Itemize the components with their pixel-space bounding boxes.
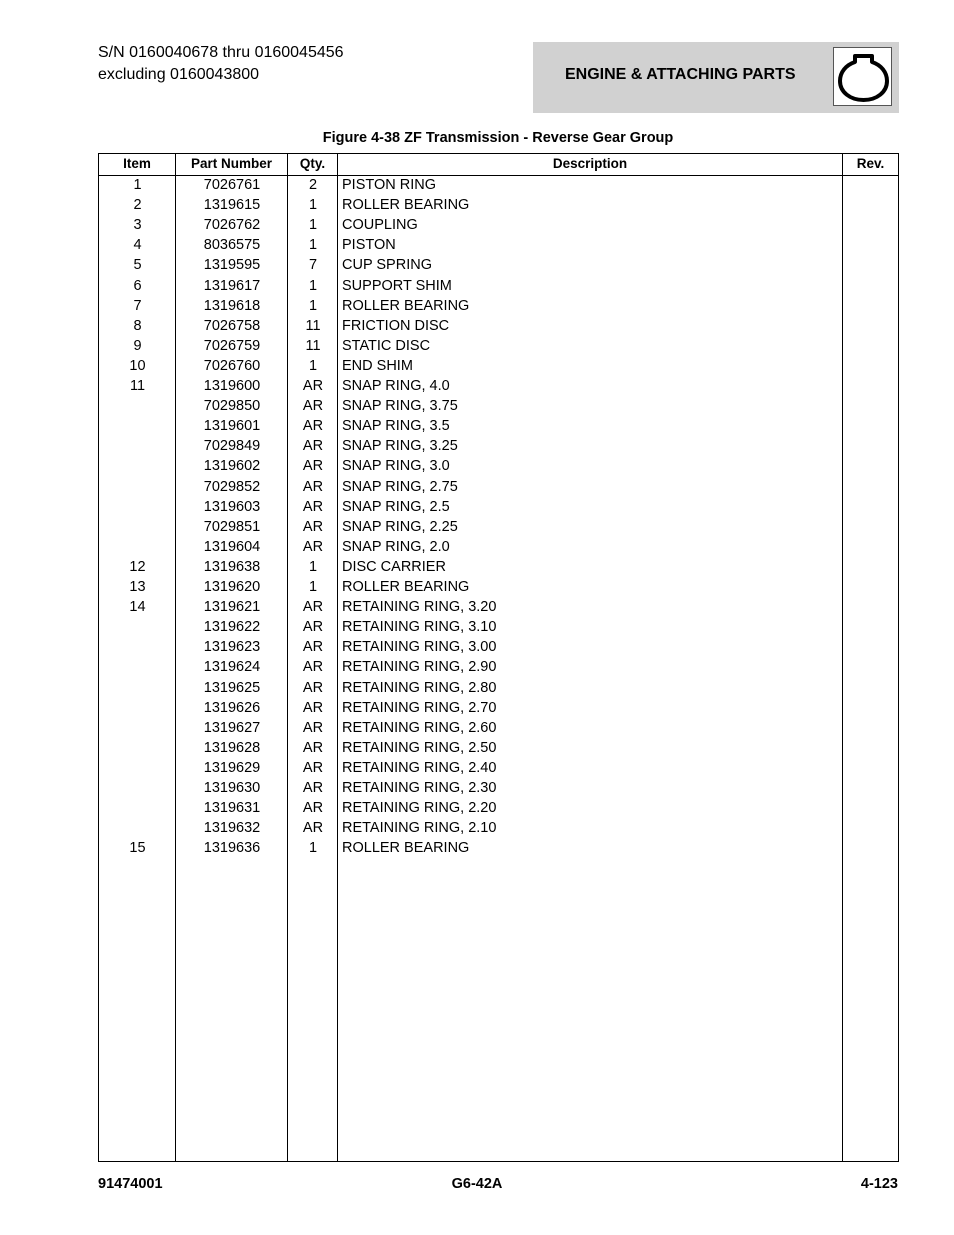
row-qty: AR	[302, 518, 324, 535]
table-row	[99, 557, 898, 577]
row-part-number: 1319615	[203, 197, 261, 214]
row-part-number: 1319631	[203, 800, 261, 817]
row-item: 2	[133, 197, 142, 214]
table-row	[99, 678, 898, 698]
row-description: CUP SPRING	[342, 257, 432, 274]
row-description: SNAP RING, 3.5	[342, 418, 450, 435]
table-row	[99, 276, 898, 296]
row-item: 14	[129, 599, 146, 616]
row-description: SNAP RING, 2.0	[342, 538, 450, 555]
section-title: ENGINE & ATTACHING PARTS	[565, 66, 796, 83]
row-part-number: 1319636	[203, 840, 261, 857]
row-description: ROLLER BEARING	[342, 579, 470, 595]
row-qty: 2	[308, 177, 318, 193]
row-part-number: 7029849	[203, 438, 261, 455]
row-qty: 11	[305, 337, 321, 354]
row-part-number: 1319629	[203, 759, 261, 776]
row-description: STATIC DISC	[342, 337, 431, 354]
row-qty: 7	[308, 257, 318, 274]
row-description: RETAINING RING, 2.20	[342, 800, 497, 817]
row-part-number: 7029852	[203, 478, 261, 495]
row-item: 1	[133, 177, 142, 193]
row-description: ROLLER BEARING	[342, 197, 470, 214]
row-qty: AR	[302, 619, 324, 636]
row-part-number: 1319628	[203, 739, 261, 756]
row-qty: 1	[308, 357, 318, 374]
row-part-number: 1319595	[203, 257, 261, 274]
row-qty: 1	[308, 558, 318, 575]
row-qty: 1	[308, 277, 318, 294]
row-qty: AR	[302, 719, 324, 736]
row-description: RETAINING RING, 3.00	[342, 639, 497, 656]
column-header-description: Description	[552, 156, 628, 171]
row-qty: 1	[308, 217, 318, 234]
row-part-number: 1319630	[203, 780, 261, 796]
table-row	[99, 336, 898, 356]
column-header-item: Item	[123, 156, 151, 171]
row-qty: AR	[302, 478, 324, 495]
row-qty: 1	[308, 840, 318, 857]
table-row	[99, 436, 898, 456]
row-description: SNAP RING, 2.75	[342, 478, 458, 495]
row-part-number: 1319626	[203, 699, 261, 716]
row-description: PISTON	[342, 237, 396, 254]
row-description: ROLLER BEARING	[342, 297, 470, 314]
table-row	[99, 396, 898, 416]
row-item: 9	[133, 337, 142, 354]
row-description: SNAP RING, 3.25	[342, 438, 458, 455]
page-number: 4-123	[860, 1176, 898, 1192]
table-row	[99, 617, 898, 637]
serial-range	[98, 42, 344, 86]
row-qty: 1	[308, 297, 318, 314]
row-item: 13	[129, 579, 146, 595]
row-item: 8	[133, 317, 142, 334]
section-header	[533, 42, 899, 113]
row-qty: AR	[302, 498, 324, 515]
row-part-number: 7029851	[203, 518, 261, 535]
table-row	[99, 818, 898, 838]
row-part-number: 1319625	[203, 679, 261, 696]
table-row	[99, 738, 898, 758]
row-description: SNAP RING, 2.5	[342, 498, 450, 515]
row-item: 12	[129, 558, 146, 575]
table-row	[99, 497, 898, 517]
table-row	[99, 517, 898, 537]
row-part-number: 1319624	[203, 659, 261, 676]
column-header-qty: Qty.	[299, 156, 326, 171]
row-part-number: 7029850	[203, 398, 261, 415]
table-row	[99, 778, 898, 798]
row-item: 11	[129, 378, 146, 394]
table-row	[99, 838, 898, 858]
row-item: 6	[133, 277, 142, 294]
column-header-rev: Rev.	[856, 156, 885, 171]
row-qty: 1	[308, 197, 318, 214]
row-description: RETAINING RING, 2.30	[342, 780, 497, 796]
row-part-number: 7026759	[203, 337, 261, 354]
row-part-number: 1319604	[203, 538, 261, 555]
table-row	[99, 577, 898, 597]
parts-table	[98, 153, 899, 1162]
row-qty: AR	[302, 800, 324, 817]
row-description: RETAINING RING, 2.40	[342, 759, 497, 776]
row-description: ROLLER BEARING	[342, 840, 470, 857]
row-description: END SHIM	[342, 357, 413, 374]
table-row	[99, 637, 898, 657]
row-description: RETAINING RING, 2.60	[342, 719, 497, 736]
row-qty: AR	[302, 780, 324, 796]
table-row	[99, 416, 898, 436]
row-description: SNAP RING, 4.0	[342, 378, 450, 394]
row-description: RETAINING RING, 2.10	[342, 820, 497, 837]
row-description: RETAINING RING, 2.50	[342, 739, 497, 756]
row-part-number: 1319638	[203, 558, 261, 575]
table-row	[99, 296, 898, 316]
row-qty: AR	[302, 659, 324, 676]
row-description: RETAINING RING, 2.70	[342, 699, 497, 716]
row-qty: AR	[302, 679, 324, 696]
row-part-number: 1319621	[203, 599, 261, 616]
table-row	[99, 718, 898, 738]
row-description: SNAP RING, 3.75	[342, 398, 458, 415]
table-row	[99, 537, 898, 557]
engine-icon	[833, 47, 892, 106]
row-description: RETAINING RING, 2.90	[342, 659, 497, 676]
row-item: 15	[129, 840, 146, 857]
table-row	[99, 758, 898, 778]
row-qty: 1	[308, 237, 318, 254]
row-item: 7	[133, 297, 142, 314]
row-part-number: 1319603	[203, 498, 261, 515]
model-number: G6-42A	[451, 1176, 503, 1192]
row-part-number: 1319623	[203, 639, 261, 656]
row-part-number: 7026761	[203, 177, 261, 193]
row-qty: AR	[302, 599, 324, 616]
row-qty: 1	[308, 579, 318, 595]
column-header-part-number: Part Number	[190, 156, 273, 171]
row-qty: 11	[305, 317, 321, 334]
row-qty: AR	[302, 418, 324, 435]
row-part-number: 7026762	[203, 217, 261, 234]
table-row	[99, 255, 898, 275]
row-part-number: 1319622	[203, 619, 261, 636]
table-row	[99, 597, 898, 617]
table-row	[99, 456, 898, 476]
row-part-number: 1319617	[203, 277, 261, 294]
row-qty: AR	[302, 699, 324, 716]
table-row	[99, 798, 898, 818]
row-qty: AR	[302, 438, 324, 455]
row-qty: AR	[302, 538, 324, 555]
row-item: 5	[133, 257, 142, 274]
serial-line-2: excluding 0160043800	[98, 66, 260, 83]
row-part-number: 1319602	[203, 458, 261, 475]
row-description: RETAINING RING, 3.20	[342, 599, 497, 616]
table-row	[99, 356, 898, 376]
row-description: RETAINING RING, 3.10	[342, 619, 497, 636]
row-description: RETAINING RING, 2.80	[342, 679, 497, 696]
table-row	[99, 477, 898, 497]
table-row	[99, 195, 898, 215]
row-part-number: 7026758	[203, 317, 261, 334]
row-part-number: 1319600	[203, 378, 261, 394]
row-qty: AR	[302, 639, 324, 656]
row-part-number: 1319632	[203, 820, 261, 837]
row-description: SNAP RING, 3.0	[342, 458, 450, 475]
row-qty: AR	[302, 820, 324, 837]
row-qty: AR	[302, 458, 324, 475]
row-part-number: 1319601	[203, 418, 261, 435]
row-item: 3	[133, 217, 142, 234]
table-row	[99, 215, 898, 235]
row-part-number: 8036575	[203, 237, 261, 254]
row-description: SNAP RING, 2.25	[342, 518, 458, 535]
row-part-number: 7026760	[203, 357, 261, 374]
figure-title: Figure 4-38 ZF Transmission - Reverse Gear Group	[322, 130, 674, 146]
table-row	[99, 235, 898, 255]
row-part-number: 1319618	[203, 297, 261, 314]
row-item: 4	[133, 237, 142, 254]
row-part-number: 1319627	[203, 719, 261, 736]
row-part-number: 1319620	[203, 579, 261, 595]
table-row	[99, 657, 898, 677]
table-row	[99, 175, 898, 195]
row-qty: AR	[302, 739, 324, 756]
document-number: 91474001	[98, 1176, 163, 1192]
table-row	[99, 698, 898, 718]
row-description: PISTON RING	[342, 177, 436, 193]
row-description: SUPPORT SHIM	[342, 277, 452, 294]
table-row	[99, 316, 898, 336]
row-qty: AR	[302, 759, 324, 776]
row-qty: AR	[302, 398, 324, 415]
table-row	[99, 376, 898, 396]
row-qty: AR	[302, 378, 324, 394]
row-description: DISC CARRIER	[342, 558, 446, 575]
row-description: COUPLING	[342, 217, 418, 234]
row-item: 10	[129, 357, 146, 374]
row-description: FRICTION DISC	[342, 317, 450, 334]
serial-line-1: S/N 0160040678 thru 0160045456	[98, 44, 344, 61]
